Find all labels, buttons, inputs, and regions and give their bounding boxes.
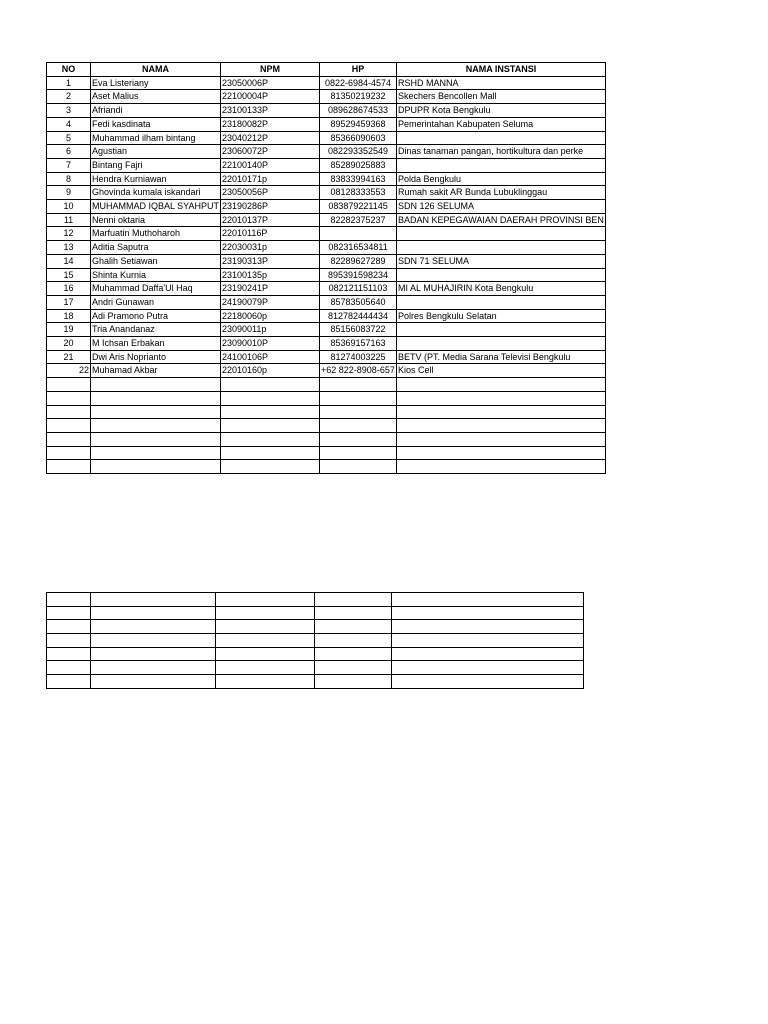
empty-cell	[47, 675, 91, 689]
cell-hp: 81350219232	[320, 90, 397, 104]
empty-cell	[91, 634, 216, 648]
empty-cell	[91, 446, 221, 460]
cell-nama: Tria Anandanaz	[91, 323, 221, 337]
table-row	[47, 337, 606, 351]
empty-cell	[315, 675, 392, 689]
empty-cell	[47, 460, 91, 474]
empty-cell	[392, 647, 584, 661]
cell-hp: 85366090603	[320, 131, 397, 145]
table-row	[47, 241, 606, 255]
cell-npm: 23100135p	[221, 268, 320, 282]
cell-instansi: BETV (PT. Media Sarana Televisi Bengkulu	[397, 350, 606, 364]
empty-cell	[320, 432, 397, 446]
cell-no: 21	[47, 350, 91, 364]
empty-row	[47, 606, 584, 620]
table-row	[47, 364, 606, 378]
empty-cell	[47, 606, 91, 620]
cell-nama: Adi Pramono Putra	[91, 309, 221, 323]
cell-npm: 22180060p	[221, 309, 320, 323]
empty-cell	[315, 634, 392, 648]
empty-cell	[320, 460, 397, 474]
empty-cell	[91, 606, 216, 620]
empty-cell	[91, 405, 221, 419]
empty-cell	[91, 419, 221, 433]
table-row	[47, 268, 606, 282]
empty-cell	[397, 391, 606, 405]
cell-no: 19	[47, 323, 91, 337]
header-hp: HP	[320, 63, 397, 77]
empty-cell	[216, 620, 315, 634]
cell-instansi: Dinas tanaman pangan, hortikultura dan perke	[397, 145, 606, 159]
cell-npm: 22100004P	[221, 90, 320, 104]
cell-hp: 85369157163	[320, 337, 397, 351]
empty-row	[47, 620, 584, 634]
cell-no: 8	[47, 172, 91, 186]
empty-table	[46, 592, 584, 689]
cell-no: 18	[47, 309, 91, 323]
cell-npm: 23090011p	[221, 323, 320, 337]
cell-instansi	[397, 268, 606, 282]
cell-npm: 24100106P	[221, 350, 320, 364]
cell-npm: 23050056P	[221, 186, 320, 200]
cell-hp: 089628674533	[320, 104, 397, 118]
cell-instansi: Pemerintahan Kabupaten Seluma	[397, 117, 606, 131]
empty-row	[47, 432, 606, 446]
header-row	[47, 63, 606, 77]
cell-nama: Marfuatin Muthoharoh	[91, 227, 221, 241]
cell-nama: Fedi kasdinata	[91, 117, 221, 131]
cell-instansi: MI AL MUHAJIRIN Kota Bengkulu	[397, 282, 606, 296]
empty-cell	[216, 661, 315, 675]
empty-cell	[320, 391, 397, 405]
empty-cell	[392, 606, 584, 620]
cell-npm: 23190286P	[221, 200, 320, 214]
cell-instansi: BADAN KEPEGAWAIAN DAERAH PROVINSI BEN	[397, 213, 606, 227]
empty-cell	[47, 446, 91, 460]
cell-no: 10	[47, 200, 91, 214]
cell-npm: 23050006P	[221, 76, 320, 90]
cell-nama: Afriandi	[91, 104, 221, 118]
table-row	[47, 295, 606, 309]
student-table	[46, 62, 606, 474]
empty-cell	[221, 446, 320, 460]
table-row	[47, 145, 606, 159]
cell-no: 1	[47, 76, 91, 90]
cell-hp: 082316534811	[320, 241, 397, 255]
empty-cell	[91, 391, 221, 405]
header-nama: NAMA	[91, 63, 221, 77]
cell-hp: 81274003225	[320, 350, 397, 364]
empty-cell	[91, 620, 216, 634]
empty-cell	[47, 419, 91, 433]
cell-hp: 89529459368	[320, 117, 397, 131]
empty-cell	[47, 391, 91, 405]
table-row	[47, 282, 606, 296]
cell-npm: 22010171p	[221, 172, 320, 186]
empty-cell	[221, 432, 320, 446]
empty-cell	[315, 647, 392, 661]
cell-nama: Muhamad Akbar	[91, 364, 221, 378]
empty-cell	[91, 593, 216, 607]
header-no: NO	[47, 63, 91, 77]
empty-row	[47, 391, 606, 405]
empty-row	[47, 647, 584, 661]
empty-cell	[47, 661, 91, 675]
empty-cell	[91, 661, 216, 675]
empty-row	[47, 419, 606, 433]
table-row	[47, 158, 606, 172]
cell-no: 20	[47, 337, 91, 351]
empty-cell	[47, 647, 91, 661]
cell-no: 7	[47, 158, 91, 172]
cell-hp: 08128333553	[320, 186, 397, 200]
cell-nama: Eva Listeriany	[91, 76, 221, 90]
empty-cell	[397, 460, 606, 474]
table-row	[47, 323, 606, 337]
cell-nama: Aset Malius	[91, 90, 221, 104]
cell-no: 5	[47, 131, 91, 145]
table-row	[47, 76, 606, 90]
empty-cell	[216, 634, 315, 648]
cell-instansi: RSHD MANNA	[397, 76, 606, 90]
empty-cell	[47, 378, 91, 392]
empty-row	[47, 634, 584, 648]
cell-npm: 23090010P	[221, 337, 320, 351]
empty-cell	[47, 405, 91, 419]
cell-nama: Andri Gunawan	[91, 295, 221, 309]
empty-cell	[91, 647, 216, 661]
cell-hp: 812782444434	[320, 309, 397, 323]
empty-cell	[91, 675, 216, 689]
empty-cell	[315, 661, 392, 675]
empty-cell	[392, 675, 584, 689]
cell-no: 12	[47, 227, 91, 241]
empty-cell	[216, 647, 315, 661]
cell-hp: +62 822-8908-657	[320, 364, 397, 378]
empty-row	[47, 593, 584, 607]
empty-cell	[397, 419, 606, 433]
cell-hp: 85783505640	[320, 295, 397, 309]
cell-nama: Agustian	[91, 145, 221, 159]
empty-cell	[392, 634, 584, 648]
empty-cell	[315, 593, 392, 607]
empty-cell	[397, 378, 606, 392]
empty-cell	[91, 378, 221, 392]
empty-cell	[315, 620, 392, 634]
table-row	[47, 172, 606, 186]
empty-cell	[397, 432, 606, 446]
cell-npm: 22010116P	[221, 227, 320, 241]
table-row	[47, 200, 606, 214]
cell-instansi: DPUPR Kota Bengkulu	[397, 104, 606, 118]
table-row	[47, 213, 606, 227]
table-row	[47, 309, 606, 323]
cell-npm: 22010160p	[221, 364, 320, 378]
cell-no: 2	[47, 90, 91, 104]
cell-nama: Bintang Fajri	[91, 158, 221, 172]
cell-no: 13	[47, 241, 91, 255]
empty-cell	[216, 675, 315, 689]
empty-cell	[392, 661, 584, 675]
empty-row	[47, 446, 606, 460]
cell-instansi	[397, 323, 606, 337]
cell-instansi: Polda Bengkulu	[397, 172, 606, 186]
cell-nama: Ghalih Setiawan	[91, 254, 221, 268]
cell-npm: 23040212P	[221, 131, 320, 145]
cell-instansi	[397, 337, 606, 351]
empty-cell	[221, 460, 320, 474]
cell-hp: 82289627289	[320, 254, 397, 268]
cell-instansi: Kios Cell	[397, 364, 606, 378]
empty-row	[47, 460, 606, 474]
empty-cell	[320, 405, 397, 419]
cell-npm: 24190079P	[221, 295, 320, 309]
cell-hp	[320, 227, 397, 241]
empty-cell	[91, 460, 221, 474]
empty-cell	[47, 432, 91, 446]
cell-instansi: SDN 71 SELUMA	[397, 254, 606, 268]
cell-instansi: Rumah sakit AR Bunda Lubuklinggau	[397, 186, 606, 200]
cell-nama: Muhammad ilham bintang	[91, 131, 221, 145]
table-row	[47, 90, 606, 104]
cell-npm: 22100140P	[221, 158, 320, 172]
cell-nama: Muhammad Daffa'Ul Haq	[91, 282, 221, 296]
table-row	[47, 186, 606, 200]
empty-row	[47, 405, 606, 419]
cell-instansi: SDN 126 SELUMA	[397, 200, 606, 214]
empty-cell	[320, 419, 397, 433]
cell-npm: 23190313P	[221, 254, 320, 268]
cell-hp: 082293352549	[320, 145, 397, 159]
table-row	[47, 254, 606, 268]
empty-cell	[221, 405, 320, 419]
cell-nama: Shinta Kurnia	[91, 268, 221, 282]
cell-hp: 83833994163	[320, 172, 397, 186]
cell-instansi	[397, 131, 606, 145]
empty-cell	[47, 634, 91, 648]
cell-instansi: Skechers Bencollen Mall	[397, 90, 606, 104]
table-row	[47, 104, 606, 118]
cell-hp: 85289025883	[320, 158, 397, 172]
cell-nama: Nenni oktaria	[91, 213, 221, 227]
cell-npm: 23180082P	[221, 117, 320, 131]
cell-hp: 82282375237	[320, 213, 397, 227]
cell-no: 17	[47, 295, 91, 309]
empty-row	[47, 675, 584, 689]
table-row	[47, 227, 606, 241]
cell-instansi	[397, 158, 606, 172]
empty-cell	[320, 378, 397, 392]
cell-instansi: Polres Bengkulu Selatan	[397, 309, 606, 323]
cell-npm: 23100133P	[221, 104, 320, 118]
table-row	[47, 131, 606, 145]
cell-instansi	[397, 295, 606, 309]
empty-cell	[392, 593, 584, 607]
empty-cell	[221, 378, 320, 392]
cell-npm: 23190241P	[221, 282, 320, 296]
cell-npm: 23060072P	[221, 145, 320, 159]
cell-nama: Aditia Saputra	[91, 241, 221, 255]
header-npm: NPM	[221, 63, 320, 77]
empty-cell	[47, 620, 91, 634]
cell-no: 3	[47, 104, 91, 118]
cell-npm: 22010137P	[221, 213, 320, 227]
empty-row	[47, 378, 606, 392]
cell-hp: 85156083722	[320, 323, 397, 337]
empty-cell	[320, 446, 397, 460]
empty-row	[47, 661, 584, 675]
cell-no: 16	[47, 282, 91, 296]
empty-cell	[397, 446, 606, 460]
cell-no: 11	[47, 213, 91, 227]
cell-nama: MUHAMMAD IQBAL SYAHPUT	[91, 200, 221, 214]
cell-nama: Ghovinda kumala iskandari	[91, 186, 221, 200]
cell-nama: Dwi Aris Noprianto	[91, 350, 221, 364]
cell-no: 6	[47, 145, 91, 159]
cell-no: 4	[47, 117, 91, 131]
header-instansi: NAMA INSTANSI	[397, 63, 606, 77]
cell-hp: 082121151103	[320, 282, 397, 296]
cell-hp: 895391598234	[320, 268, 397, 282]
empty-cell	[216, 606, 315, 620]
empty-cell	[221, 419, 320, 433]
empty-cell	[216, 593, 315, 607]
empty-cell	[392, 620, 584, 634]
empty-cell	[397, 405, 606, 419]
empty-table-body	[47, 593, 584, 689]
cell-nama: M Ichsan Erbakan	[91, 337, 221, 351]
cell-instansi	[397, 241, 606, 255]
table-body	[47, 76, 606, 473]
cell-no: 22	[47, 364, 91, 378]
empty-cell	[221, 391, 320, 405]
cell-nama: Hendra Kurniawan	[91, 172, 221, 186]
cell-hp: 083879221145	[320, 200, 397, 214]
cell-no: 9	[47, 186, 91, 200]
cell-hp: 0822-6984-4574	[320, 76, 397, 90]
empty-cell	[91, 432, 221, 446]
table-row	[47, 117, 606, 131]
empty-cell	[47, 593, 91, 607]
table-row	[47, 350, 606, 364]
cell-instansi	[397, 227, 606, 241]
cell-npm: 22030031p	[221, 241, 320, 255]
cell-no: 14	[47, 254, 91, 268]
empty-cell	[315, 606, 392, 620]
cell-no: 15	[47, 268, 91, 282]
